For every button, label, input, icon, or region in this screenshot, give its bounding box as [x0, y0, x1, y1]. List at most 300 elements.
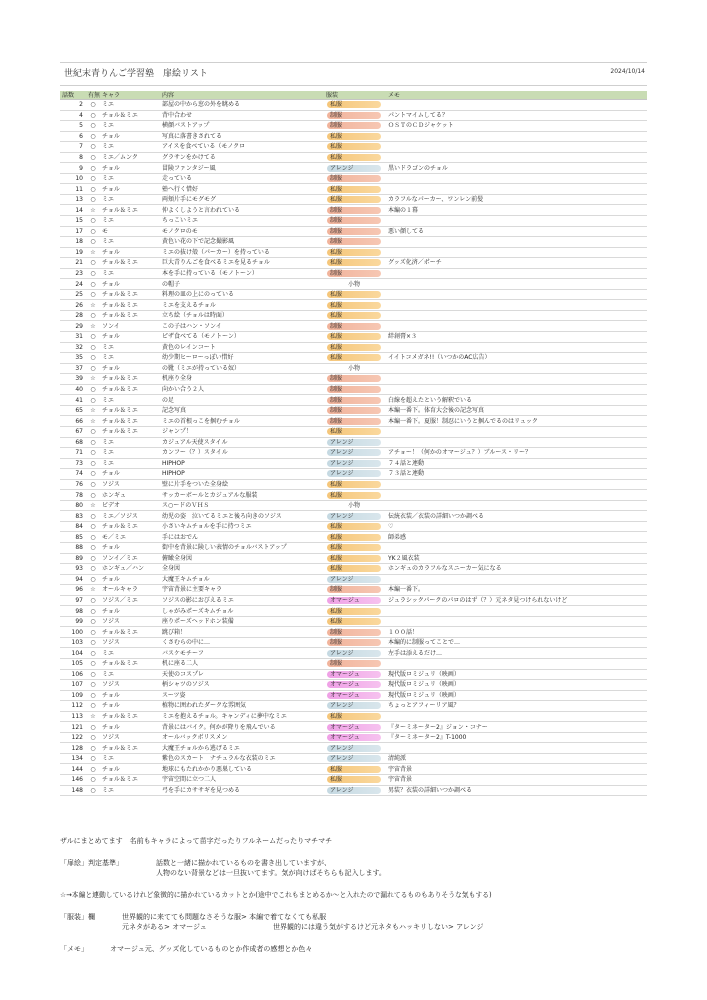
episode-cell: 23 [60, 268, 86, 279]
mark-cell: ○ [86, 511, 100, 522]
outfit-badge: 制服 [327, 112, 381, 119]
table-row [60, 637, 647, 648]
character-cell: オールキャラ [100, 585, 160, 596]
episode-cell: 107 [60, 680, 86, 691]
memo-cell: 男装？衣装の詳細いつか調べる [386, 785, 647, 796]
character-cell: ソンイ [100, 321, 160, 332]
content-cell: 俯瞰全身図 [160, 553, 324, 564]
table-body [60, 100, 647, 796]
outfit-badge: 私服 [327, 555, 381, 562]
character-cell: モ／ミエ [100, 532, 160, 543]
content-cell: の靴（ミエが持っている奴） [160, 363, 324, 374]
memo-cell: ７４話と連動 [386, 458, 647, 469]
table-row [60, 279, 647, 290]
note-memo-label: 「メモ」 [60, 945, 88, 953]
content-cell: 黄色のレインコート [160, 342, 324, 353]
memo-cell: 悪い顔してる [386, 226, 647, 237]
table-row [60, 606, 647, 617]
character-cell: チョル＆ミエ [100, 658, 160, 669]
episode-cell: 26 [60, 300, 86, 311]
outfit-badge: 私服 [327, 249, 381, 256]
table-row [60, 448, 647, 459]
character-cell: ソジス／ミエ [100, 595, 160, 606]
outfit-badge: アレンジ [327, 576, 381, 583]
col-header-memo: メモ [386, 91, 647, 100]
episode-cell: 100 [60, 627, 86, 638]
outfit-cell [324, 585, 386, 596]
outfit-badge: 私服 [327, 154, 381, 161]
outfit-cell [324, 753, 386, 764]
content-cell: 両頬片手にモグモグ [160, 194, 324, 205]
episode-cell: 89 [60, 553, 86, 564]
mark-cell: ○ [86, 268, 100, 279]
episode-cell: 134 [60, 753, 86, 764]
mark-cell: ○ [86, 163, 100, 174]
content-cell: ピザ食べてる（モノトーン） [160, 332, 324, 343]
mark-cell: ○ [86, 237, 100, 248]
episode-cell: 78 [60, 490, 86, 501]
outfit-cell [324, 511, 386, 522]
mark-cell: ○ [86, 637, 100, 648]
outfit-cell [324, 121, 386, 132]
memo-cell: 師弟感 [386, 532, 647, 543]
content-cell: 立ち絵（チョルは時面） [160, 310, 324, 321]
memo-cell: 現代版ロミジュリ（映画） [386, 680, 647, 691]
mark-cell: ☆ [86, 405, 100, 416]
outfit-badge: 小物 [347, 502, 360, 510]
episode-cell: 67 [60, 426, 86, 437]
mark-cell: ○ [86, 680, 100, 691]
table-row [60, 142, 647, 153]
outfit-badge: 制服 [327, 323, 381, 330]
mark-cell: ○ [86, 310, 100, 321]
outfit-cell [324, 226, 386, 237]
outfit-cell [324, 616, 386, 627]
outfit-cell [324, 490, 386, 501]
character-cell: ミエ [100, 216, 160, 227]
mark-cell: ○ [86, 152, 100, 163]
episode-cell: 32 [60, 342, 86, 353]
mark-cell: ○ [86, 595, 100, 606]
outfit-cell [324, 194, 386, 205]
table-row [60, 490, 647, 501]
episode-cell: 122 [60, 732, 86, 743]
content-cell: この子はハン・ソンイ [160, 321, 324, 332]
outfit-badge: 私服 [327, 143, 381, 150]
episode-cell: 96 [60, 585, 86, 596]
episode-cell: 113 [60, 711, 86, 722]
table-row [60, 701, 647, 712]
outfit-badge: 制服 [327, 660, 381, 667]
table-row [60, 363, 647, 374]
mark-cell: ☆ [86, 321, 100, 332]
table-row [60, 247, 647, 258]
outfit-badge: アレンジ [327, 513, 381, 520]
date-label: 2024/10/14 [610, 68, 645, 75]
character-cell: チョル [100, 279, 160, 290]
character-cell: ミエ [100, 142, 160, 153]
outfit-badge: 制服 [327, 386, 381, 393]
character-cell: チョル [100, 606, 160, 617]
character-cell: ミエ [100, 353, 160, 364]
outfit-badge: アレンジ [327, 439, 381, 446]
mark-cell: ○ [86, 627, 100, 638]
memo-cell [386, 374, 647, 385]
outfit-badge: 私服 [327, 291, 381, 298]
memo-cell: YK２風衣装 [386, 553, 647, 564]
outfit-cell [324, 100, 386, 111]
content-cell: 壁に片手をついた全身絵 [160, 479, 324, 490]
outfit-cell [324, 395, 386, 406]
episode-cell: 88 [60, 542, 86, 553]
table-row [60, 184, 647, 195]
mark-cell: ○ [86, 690, 100, 701]
note-criteria-line1: 話数と一緒に描かれているものを書き出していますが、 [156, 859, 331, 867]
memo-cell [386, 363, 647, 374]
outfit-cell [324, 500, 386, 511]
table-row [60, 374, 647, 385]
episode-cell: 5 [60, 121, 86, 132]
episode-cell: 40 [60, 384, 86, 395]
content-cell: 背景にはバイク。何かが降りを飛んでいる [160, 722, 324, 733]
mark-cell: ○ [86, 279, 100, 290]
episode-cell: 76 [60, 479, 86, 490]
outfit-cell [324, 416, 386, 427]
content-cell: 走っている [160, 173, 324, 184]
mark-cell: ○ [86, 732, 100, 743]
episode-cell: 21 [60, 258, 86, 269]
outfit-cell [324, 237, 386, 248]
memo-cell: ＯＳＴのＣＤジャケット [386, 121, 647, 132]
memo-cell [386, 131, 647, 142]
table-row [60, 532, 647, 543]
outfit-cell [324, 458, 386, 469]
outfit-badge: 小物 [347, 280, 360, 288]
outfit-badge: 制服 [327, 175, 381, 182]
character-cell: ミエ [100, 395, 160, 406]
character-cell: チョル＆ミエ [100, 521, 160, 532]
outfit-cell [324, 722, 386, 733]
memo-cell: 本編一番下。体育大会後の記念写真 [386, 405, 647, 416]
content-cell: ミエの抜け殻（パーカー）を持っている [160, 247, 324, 258]
mark-cell: ○ [86, 616, 100, 627]
table-row [60, 194, 647, 205]
outfit-badge: 私服 [327, 354, 381, 361]
mark-cell: ○ [86, 574, 100, 585]
episode-cell: 84 [60, 521, 86, 532]
episode-cell: 146 [60, 775, 86, 786]
content-cell: 大魔王キムチョル [160, 574, 324, 585]
outfit-cell [324, 732, 386, 743]
table-row [60, 395, 647, 406]
content-cell: 植物に囲われたダークな雰囲気 [160, 701, 324, 712]
mark-cell: ○ [86, 458, 100, 469]
col-header-episode: 話数 [60, 91, 86, 100]
outfit-cell [324, 405, 386, 416]
memo-cell [386, 426, 647, 437]
table-row [60, 753, 647, 764]
table-row [60, 458, 647, 469]
memo-cell: 伝統衣装／衣装の詳細いつか調べる [386, 511, 647, 522]
character-cell: チョル [100, 690, 160, 701]
outfit-badge: 私服 [327, 492, 381, 499]
character-cell: チョル [100, 247, 160, 258]
col-header-mark: 有無 [88, 91, 101, 99]
mark-cell: ○ [86, 121, 100, 132]
mark-cell: ○ [86, 173, 100, 184]
table-row [60, 711, 647, 722]
mark-cell: ○ [86, 110, 100, 121]
col-header-character: キャラ [100, 91, 160, 100]
mark-cell: ○ [86, 743, 100, 754]
mark-cell: ○ [86, 448, 100, 459]
character-cell: ミエ [100, 121, 160, 132]
character-cell: チョル＆ミエ [100, 416, 160, 427]
content-cell: 幼児の姿 泣いてるミエと後ろ向きのソジス [160, 511, 324, 522]
mark-cell: ○ [86, 764, 100, 775]
outfit-badge: 私服 [327, 523, 381, 530]
table-row [60, 690, 647, 701]
outfit-badge: 制服 [327, 418, 381, 425]
table-row [60, 216, 647, 227]
table-row [60, 479, 647, 490]
memo-cell: ７３話と連動 [386, 469, 647, 480]
character-cell: ミエ [100, 785, 160, 796]
content-cell: 机に座る二人 [160, 658, 324, 669]
outfit-badge: 私服 [327, 766, 381, 773]
outfit-badge: オマージュ [327, 724, 381, 731]
memo-cell: 絆創膏×３ [386, 332, 647, 343]
outfit-cell [324, 448, 386, 459]
outfit-badge: アレンジ [327, 745, 381, 752]
mark-cell: ○ [86, 753, 100, 764]
table-row [60, 300, 647, 311]
episode-cell: 31 [60, 332, 86, 343]
character-cell: ビデオ [100, 500, 160, 511]
content-cell: 仲よくしようと言われている [160, 205, 324, 216]
table-row [60, 342, 647, 353]
mark-cell: ○ [86, 785, 100, 796]
content-cell: 大魔王チョルから逃げるミエ [160, 743, 324, 754]
mark-cell: ○ [86, 606, 100, 617]
table-row [60, 785, 647, 796]
mark-cell: ○ [86, 479, 100, 490]
outfit-badge: 制服 [327, 639, 381, 646]
character-cell: チョル＆ミエ [100, 110, 160, 121]
col-header-outfit: 服装 [324, 91, 386, 100]
memo-cell: 現代版ロミジュリ（映画） [386, 690, 647, 701]
outfit-cell [324, 627, 386, 638]
content-cell: 幼少期ヒーローっぽい惜好 [160, 353, 324, 364]
table-row [60, 732, 647, 743]
table-row [60, 100, 647, 111]
outfit-badge: アレンジ [327, 449, 381, 456]
content-cell: ちっこいミエ [160, 216, 324, 227]
episode-cell: 128 [60, 743, 86, 754]
mark-cell: ○ [86, 100, 100, 111]
outfit-badge: 私服 [327, 101, 381, 108]
outfit-cell [324, 469, 386, 480]
table-row [60, 627, 647, 638]
episode-cell: 105 [60, 658, 86, 669]
memo-cell: 白線を超えたという解釈でいる [386, 395, 647, 406]
outfit-badge: 制服 [327, 270, 381, 277]
memo-cell [386, 321, 647, 332]
table-row [60, 511, 647, 522]
outfit-cell [324, 258, 386, 269]
character-cell: チョル＆ミエ [100, 405, 160, 416]
mark-cell: ○ [86, 142, 100, 153]
character-cell: チョル＆ミエ [100, 775, 160, 786]
character-cell: ミエ [100, 753, 160, 764]
table-row [60, 542, 647, 553]
character-cell: ソジス [100, 479, 160, 490]
outfit-badge: 私服 [327, 608, 381, 615]
outfit-cell [324, 163, 386, 174]
content-cell: HIPHOP [160, 458, 324, 469]
episode-cell: 148 [60, 785, 86, 796]
content-cell: 本を手に持っている（モノトーン） [160, 268, 324, 279]
episode-cell: 80 [60, 500, 86, 511]
content-cell: くさむらの中に… [160, 637, 324, 648]
mark-cell: ○ [86, 553, 100, 564]
outfit-badge: アレンジ [327, 702, 381, 709]
episode-table [60, 91, 647, 796]
episode-cell: 18 [60, 237, 86, 248]
outfit-badge: 制服 [327, 228, 381, 235]
mark-cell: ○ [86, 258, 100, 269]
character-cell: チョル＆ミエ [100, 300, 160, 311]
outfit-cell [324, 342, 386, 353]
content-cell: 記念写真 [160, 405, 324, 416]
table-row [60, 121, 647, 132]
content-cell: しゃがみポーズキムチョル [160, 606, 324, 617]
memo-cell [386, 300, 647, 311]
outfit-cell [324, 564, 386, 575]
character-cell: ミエ [100, 648, 160, 659]
character-cell: ホンギュ [100, 490, 160, 501]
outfit-cell [324, 658, 386, 669]
outfit-badge: オマージュ [327, 597, 381, 604]
mark-cell: ○ [86, 532, 100, 543]
memo-cell [386, 152, 647, 163]
memo-cell [386, 142, 647, 153]
character-cell: モ [100, 226, 160, 237]
episode-cell: 66 [60, 416, 86, 427]
outfit-badge: 私服 [327, 544, 381, 551]
mark-cell: ○ [86, 658, 100, 669]
mark-cell: ○ [86, 384, 100, 395]
mark-cell: ○ [86, 490, 100, 501]
content-cell: ソジスの影におびえるミエ [160, 595, 324, 606]
character-cell: チョル＆ミエ [100, 711, 160, 722]
character-cell: チョル [100, 764, 160, 775]
character-cell: チョル＆ミエ [100, 426, 160, 437]
memo-cell [386, 437, 647, 448]
outfit-cell [324, 574, 386, 585]
note-outfit-label: 「服装」欄 [60, 913, 95, 921]
outfit-cell [324, 669, 386, 680]
content-cell: 小さいキムチョルを手に持つミエ [160, 521, 324, 532]
outfit-badge: アレンジ [327, 787, 381, 794]
page-title: 世紀末青りんご学習塾 扉絵リスト [64, 69, 208, 79]
table-row [60, 405, 647, 416]
memo-cell: 本編一番下。 [386, 585, 647, 596]
episode-cell: 13 [60, 194, 86, 205]
mark-cell: ○ [86, 722, 100, 733]
content-cell: 写真に落書きされてる [160, 131, 324, 142]
outfit-badge: 私服 [327, 333, 381, 340]
outfit-cell [324, 321, 386, 332]
outfit-cell [324, 553, 386, 564]
content-cell: ミエを抱えるチョル。キャンディに夢中なミエ [160, 711, 324, 722]
episode-cell: 28 [60, 310, 86, 321]
content-cell: モノクロのモ [160, 226, 324, 237]
outfit-cell [324, 637, 386, 648]
character-cell: チョル [100, 184, 160, 195]
character-cell: ミエ／ソジス [100, 511, 160, 522]
content-cell: カジュアル天使スタイル [160, 437, 324, 448]
note-outfit-line1: 世界観的に来てても問題なさそうな服> 本編で着てなくても私服 [122, 913, 327, 921]
episode-cell: 103 [60, 637, 86, 648]
character-cell: チョル＆ミエ [100, 205, 160, 216]
content-cell: の足 [160, 395, 324, 406]
outfit-badge: 制服 [327, 629, 381, 636]
memo-cell: 本編の１幕 [386, 205, 647, 216]
episode-cell: 112 [60, 701, 86, 712]
memo-cell [386, 479, 647, 490]
content-cell: 全身図 [160, 564, 324, 575]
memo-cell: 『ターミネーター2』T-1000 [386, 732, 647, 743]
outfit-badge: 私服 [327, 776, 381, 783]
episode-cell: 99 [60, 616, 86, 627]
mark-cell: ○ [86, 669, 100, 680]
memo-cell [386, 500, 647, 511]
outfit-cell [324, 173, 386, 184]
outfit-cell [324, 680, 386, 691]
episode-cell: 29 [60, 321, 86, 332]
table-row [60, 205, 647, 216]
mark-cell: ○ [86, 426, 100, 437]
memo-cell [386, 100, 647, 111]
character-cell: ミエ [100, 437, 160, 448]
memo-cell: 『ターミネーター2』ジョン・コナー [386, 722, 647, 733]
mark-cell: ○ [86, 184, 100, 195]
memo-cell: 黒いドラゴンのチョル [386, 163, 647, 174]
table-row [60, 416, 647, 427]
content-cell: 横顔バストアップ [160, 121, 324, 132]
memo-cell [386, 711, 647, 722]
table-row [60, 658, 647, 669]
memo-cell [386, 606, 647, 617]
table-row [60, 384, 647, 395]
outfit-cell [324, 110, 386, 121]
content-cell: の帽子 [160, 279, 324, 290]
outfit-cell [324, 374, 386, 385]
episode-cell: 93 [60, 564, 86, 575]
episode-cell: 6 [60, 131, 86, 142]
episode-cell: 65 [60, 405, 86, 416]
outfit-cell [324, 300, 386, 311]
outfit-badge: オマージュ [327, 671, 381, 678]
outfit-cell [324, 310, 386, 321]
table-row [60, 131, 647, 142]
mark-cell: ☆ [86, 416, 100, 427]
outfit-badge: 私服 [327, 618, 381, 625]
outfit-cell [324, 247, 386, 258]
outfit-cell [324, 216, 386, 227]
memo-cell [386, 743, 647, 754]
